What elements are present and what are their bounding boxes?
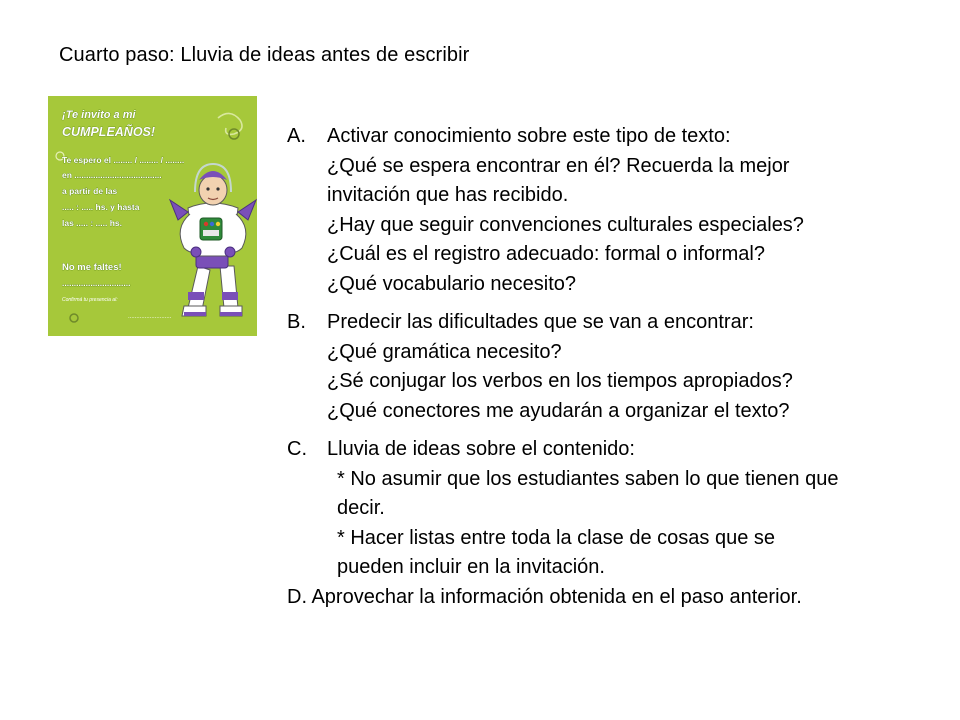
invitation-line-1: ¡Te invito a mi (62, 109, 136, 121)
section-d: D. Aprovechar la información obtenida en el paso anterior. (287, 585, 802, 608)
invitation-line-8: No me faltes! (62, 262, 122, 273)
section-b-heading: Predecir las dificultades que se van a encontrar: (327, 311, 754, 333)
section-a-heading: Activar conocimiento sobre este tipo de texto: (327, 125, 731, 147)
invitation-card-image (48, 96, 257, 336)
section-a (287, 122, 847, 299)
invitation-line-5: a partir de las (62, 186, 118, 196)
page-title: Cuarto paso: Lluvia de ideas antes de escribir (59, 44, 470, 66)
section-c-letter: C. (287, 438, 307, 460)
section-c (287, 435, 847, 583)
section-c-bullet-2: * Hacer listas entre toda la clase de cosas que se pueden incluir en la invitación. (337, 526, 776, 578)
invitation-line-4: en ..................................... (62, 170, 162, 180)
section-a-line-3: ¿Hay que seguir convenciones culturales especiales? (327, 213, 804, 236)
section-c-bullet-1: * No asumir que los estudiantes saben lo que tienen que decir. (337, 467, 839, 519)
section-a-line-5: ¿Qué vocabulario necesito? (327, 272, 577, 295)
main-content (287, 122, 847, 612)
invitation-line-7: las ..... : ..... hs. (62, 218, 122, 228)
invitation-line-2: CUMPLEAÑOS! (62, 125, 156, 139)
section-b-line-3: ¿Qué conectores me ayudarán a organizar el texto? (327, 399, 790, 422)
invitation-line-9: ............................. (62, 278, 131, 288)
invitation-line-11: .......................... (128, 314, 172, 320)
section-a-letter: A. (287, 125, 306, 147)
section-b-line-1: ¿Qué gramática necesito? (327, 340, 562, 363)
section-a-line-4: ¿Cuál es el registro adecuado: formal o informal? (327, 243, 765, 265)
section-b-line-2: ¿Sé conjugar los verbos en los tiempos apropiados? (327, 370, 793, 392)
section-a-line-2: invitación que has recibido. (327, 184, 569, 206)
invitation-line-6: ..... : ..... hs. y hasta (62, 202, 140, 212)
invitation-line-10: Confirmá tu presencia al: (62, 297, 118, 303)
section-c-heading: Lluvia de ideas sobre el contenido: (327, 438, 635, 460)
section-b-letter: B. (287, 311, 306, 333)
invitation-line-3: Te espero el ........ / ........ / ........ (62, 155, 185, 165)
section-a-line-1: ¿Qué se espera encontrar en él? Recuerda la mejor (327, 154, 790, 177)
section-b (287, 308, 847, 426)
